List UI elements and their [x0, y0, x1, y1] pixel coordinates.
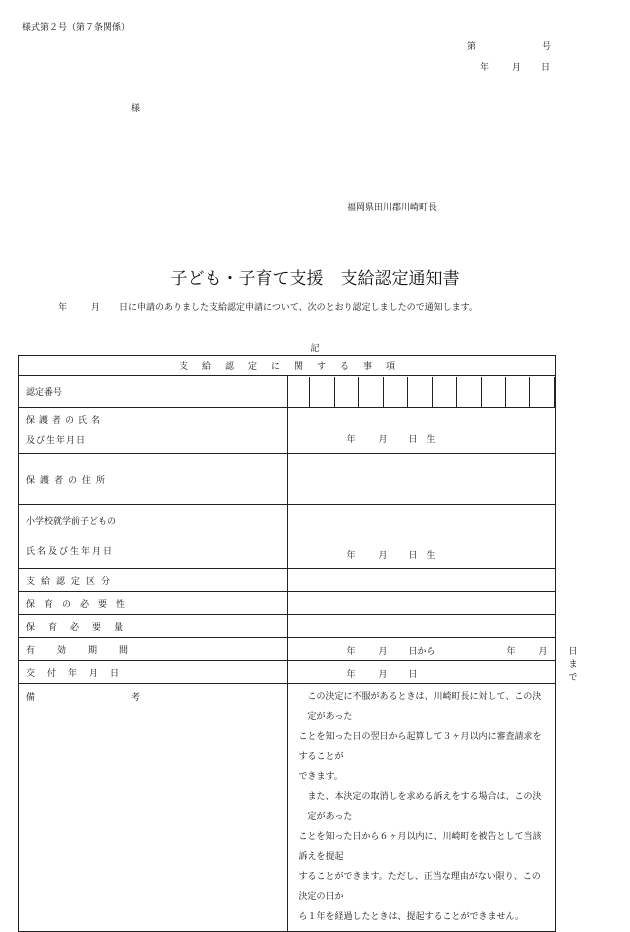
issue-date-field[interactable]: 年 月 日	[287, 661, 556, 684]
validity-field[interactable]: 年 月 日から 年 月 日まで	[287, 638, 556, 661]
cert-number-row	[19, 376, 556, 408]
remarks-text: この決定に不服があるときは、川崎町長に対して、この決定があった ことを知った日の翌日から起算して３ヶ月以内に審査請求をすることが できます。 また、本決定の取消しを求める訴えをする場合は、この決定があった ことを知った日から６ヶ月以内に、川崎町を被告として当該訴えを提起 することができます。ただし、正当な理由がない限り、この決定の日か ら１年を経過したときは、提起することができません。	[287, 684, 556, 932]
table-header: 支給認定に関する事項	[19, 356, 556, 376]
number-prefix: 第	[467, 42, 477, 52]
cert-number-boxes[interactable]	[287, 376, 556, 408]
issue-date-line	[480, 60, 550, 73]
intro-year: 年	[58, 303, 68, 313]
guardian-address-label: 保護者の住所	[19, 454, 288, 505]
date-year: 年	[480, 63, 490, 73]
guardian-name-label: 保護者の氏名 及び生年月日	[19, 408, 288, 454]
intro-body: 日に申請のありました支給認定申請について、次のとおり認定しましたので通知します。	[119, 303, 478, 313]
date-day: 日	[541, 63, 551, 73]
guardian-address-row	[19, 454, 556, 505]
amount-row	[19, 615, 556, 638]
validity-row	[19, 638, 556, 661]
table-header-row	[19, 356, 556, 376]
guardian-name-field[interactable]: 年 月 日 生	[287, 408, 556, 454]
cert-number-label	[19, 376, 288, 408]
document-title: 子ども・子育て支援 支給認定通知書	[170, 269, 460, 289]
cert-number-text: 認定番号	[26, 388, 63, 398]
date-month: 月	[512, 63, 522, 73]
category-label: 支給認定区分	[19, 569, 288, 592]
ki-mark: 記	[310, 344, 320, 354]
category-row	[19, 569, 556, 592]
validity-label: 有効期間	[19, 638, 288, 661]
issuer: 福岡県田川郡川崎町長	[347, 203, 438, 213]
child-label: 小学校就学前子どもの 氏名及び生年月日	[19, 505, 288, 569]
certification-table	[18, 355, 578, 932]
child-field[interactable]: 年 月 日 生	[287, 505, 556, 569]
child-row	[19, 505, 556, 569]
guardian-address-field[interactable]	[287, 454, 556, 505]
remarks-row	[19, 684, 556, 932]
document-number	[467, 39, 551, 52]
intro-month: 月	[91, 303, 101, 313]
addressee: 様	[131, 104, 141, 114]
necessity-label: 保育の必要性	[19, 592, 288, 615]
issue-date-label: 交付年月日	[19, 661, 288, 684]
remarks-label: 備考	[19, 684, 288, 932]
issue-date-row	[19, 661, 556, 684]
category-field[interactable]	[287, 569, 556, 592]
amount-field[interactable]	[287, 615, 556, 638]
amount-label: 保育必要量	[19, 615, 288, 638]
necessity-field[interactable]	[287, 592, 556, 615]
number-suffix: 号	[542, 42, 552, 52]
form-number: 様式第２号（第７条関係）	[22, 23, 131, 33]
guardian-name-row	[19, 408, 556, 454]
necessity-row	[19, 592, 556, 615]
